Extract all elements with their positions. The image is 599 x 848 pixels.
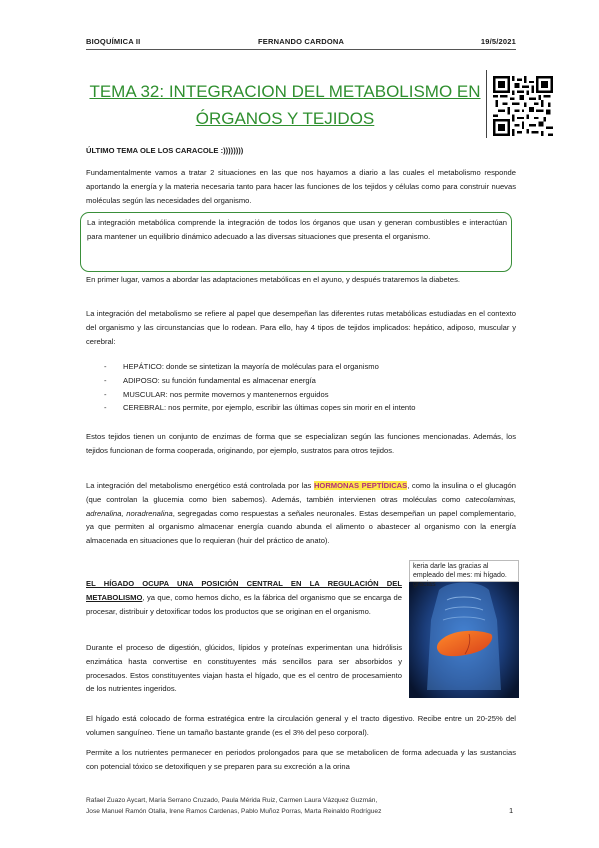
paragraph-higado bbox=[86, 577, 402, 618]
title-line-1: TEMA 32: INTEGRACION DEL METABOLISMO EN bbox=[89, 82, 481, 101]
tissue-name: HEPÁTICO bbox=[123, 362, 162, 371]
paragraph-ayuno: En primer lugar, vamos a abordar las adaptaciones metabólicas en el ayuno, y después trataremos la diabetes. bbox=[86, 275, 460, 284]
higado-text: , ya que, como hemos dicho, es la fábrica del organismo que se encarga de procesar, distribuir y detoxificar todos los productos que se originan en el organismo. bbox=[86, 592, 402, 616]
hormonas-text-b: , como la insulina o el glucagón (que controlan la glucemia como bien sabemos). Además, también intervienen otras moléculas como bbox=[86, 481, 516, 504]
tissue-name: ADIPOSO bbox=[123, 375, 158, 385]
header-course: BIOQUÍMICA II bbox=[86, 37, 141, 46]
title-line-2: ÓRGANOS Y TEJIDOS bbox=[195, 109, 375, 128]
footer-authors-2: Jose Manuel Ramón Otalla, Irene Ramos Cardenas, Pablo Muñoz Porras, Marta Reinaldo Rodríguez bbox=[86, 808, 382, 815]
header-professor: FERNANDO CARDONA bbox=[258, 37, 345, 46]
tissue-desc: : donde se sintetizan la mayoría de moléculas para el organismo bbox=[161, 362, 379, 371]
tissue-desc: : su función fundamental es almacenar energía bbox=[157, 375, 316, 385]
hormonas-text-c: , segregadas como respuestas a señales neuronales. Estas desempeñan un papel complementario, ya que permiten al organismo almacenar energía cuando abunda el alimento o abastecer al organismo con la energía almacenada en situaciones que lo requieran (huir del práctico de anato). bbox=[86, 508, 516, 546]
hormonas-text-a: La integración del metabolismo energético está controlada por las bbox=[86, 481, 314, 490]
higado-heading: EL HÍGADO OCUPA UNA POSICIÓN CENTRAL EN LA REGULACIÓN DEL METABOLISMO bbox=[86, 579, 402, 602]
hormonas-highlight: HORMONAS PEPTÍDICAS bbox=[313, 481, 408, 490]
page-number: 1 bbox=[509, 806, 514, 815]
header-divider bbox=[86, 49, 516, 50]
paragraph-integracion: La integración del metabolismo se refiere al papel que desempeñan las diferentes rutas metabólicas estudiadas en el contexto del organismo y las circunstancias que lo rodean. Para ello, hay 4 tipos de tejidos implicados: hepático, adiposo, muscular y cerebral: bbox=[86, 309, 516, 346]
page-footer bbox=[86, 795, 426, 817]
paragraph-digestion: Durante el proceso de digestión, glúcidos, lípidos y proteínas experimentan una hidrólisis enzimática hasta convertise en constituyentes más sencillos para ser absorbidos y procesados. Estos constituyentes viajan hasta el hígado, que es el centro de procesamiento de los nutrientes ingeridos. bbox=[86, 643, 402, 694]
page-header bbox=[86, 37, 516, 49]
list-item: - CEREBRAL: nos permite, por ejemplo, escribir las últimas copes sin morir en el intento bbox=[104, 403, 416, 413]
definition-callout bbox=[80, 212, 512, 272]
footer-authors-1: Rafael Zuazo Aycart, María Serrano Cruzado, Paula Mérida Ruiz, Carmen Laura Vázquez Guzmán, bbox=[86, 797, 378, 804]
tissue-name: MUSCULAR bbox=[123, 389, 166, 399]
paragraph-nutrientes: Permite a los nutrientes permanecer en periodos prolongados para que se metabolicen de forma adecuada y las sustancias con potencial tóxico se detoxifiquen y se preparen para su excreción a la orina bbox=[86, 748, 516, 771]
tissue-desc: : nos permite movernos y mantenernos erguidos bbox=[165, 389, 329, 399]
tissue-desc: : nos permite, por ejemplo, escribir las últimas copes sin morir en el intento bbox=[163, 403, 416, 413]
intro-paragraph: Fundamentalmente vamos a tratar 2 situaciones en las que nos hayamos a diario a las cuales el metabolismo responde aportando la energía y la materia necesaria tanto para hacer las funciones de los tejidos y células como para construir nuevas moléculas según las necesidades del organismo. bbox=[86, 168, 516, 205]
tissue-list bbox=[104, 360, 514, 415]
list-item: - ADIPOSO: su función fundamental es almacenar energía bbox=[104, 375, 316, 385]
paragraph-posicion: El hígado está colocado de forma estratégica entre la circulación general y el tracto digestivo. Recibe entre un 20-25% del volumen sanguíneo. Tiene un tamaño bastante grande (es el 3% del peso corporal). bbox=[86, 714, 516, 737]
tissue-name: CEREBRAL bbox=[123, 403, 164, 413]
paragraph-enzimas: Estos tejidos tienen un conjunto de enzimas de forma que se especializan según las funciones mencionadas. Además, los tejidos funcionan de forma cooperada, originando, por ejemplo, sustratos para otros tejidos. bbox=[86, 432, 516, 455]
qr-code-icon bbox=[493, 76, 553, 136]
list-item: - MUSCULAR: nos permite movernos y mantenernos erguidos bbox=[104, 389, 329, 399]
paragraph-hormonas bbox=[86, 479, 516, 548]
page-title bbox=[86, 78, 484, 132]
image-caption: keria darle las gracias al empleado del mes: mi hígado. gracias bbox=[409, 560, 519, 582]
callout-text: La integración metabólica comprende la integración de todos los órganos que usan y generan combustibles e interactúan para mantener un equilibrio dinámico adecuado a las diversas situaciones que presenta el organismo. bbox=[87, 218, 507, 241]
header-date: 19/5/2021 bbox=[480, 37, 516, 46]
list-item: - HEPÁTICO: donde se sintetizan la mayoría de moléculas para el organismo bbox=[104, 362, 379, 371]
hormonas-italic: catecolaminas, adrenalina, noradrenalina bbox=[86, 494, 516, 518]
title-separator bbox=[486, 70, 487, 138]
subtitle: ÚLTIMO TEMA OLE LOS CARACOLE :)))))))) bbox=[86, 146, 244, 155]
